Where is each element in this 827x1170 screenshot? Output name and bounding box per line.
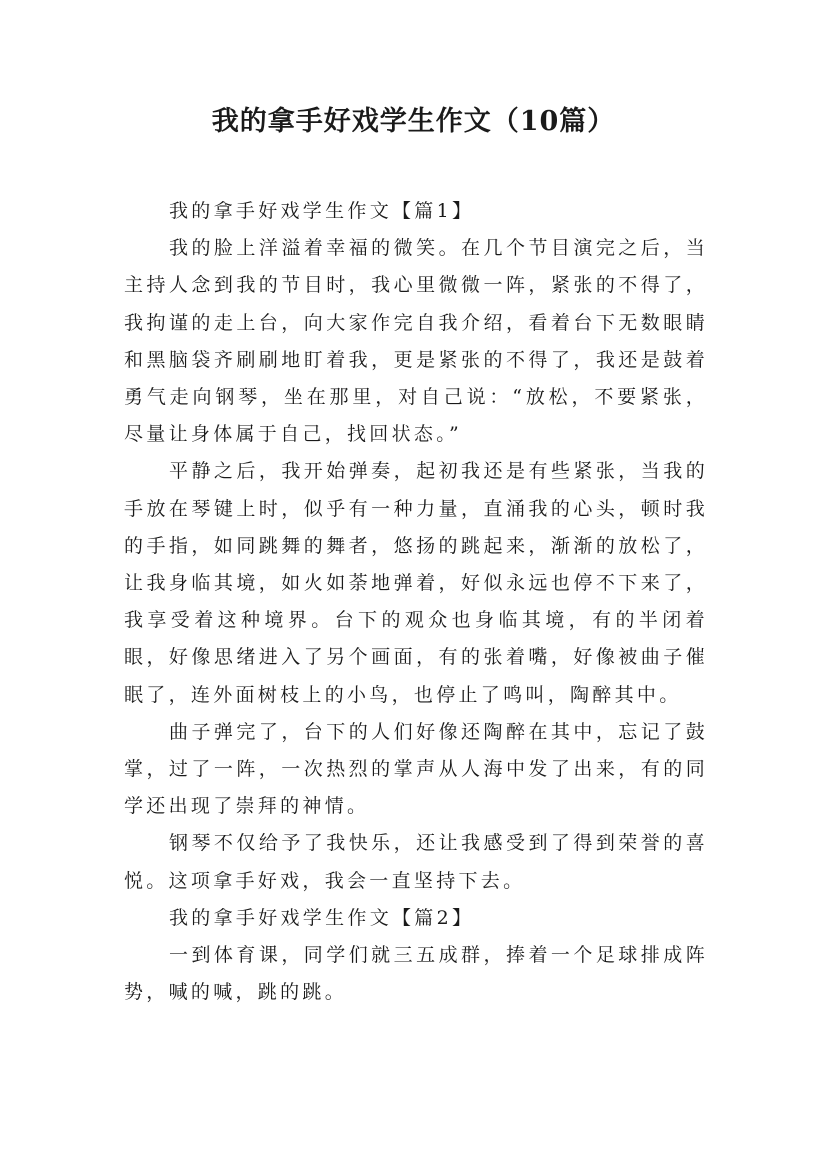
section-heading-2: 我的拿手好戏学生作文【篇2】 bbox=[169, 906, 475, 929]
section-heading-1: 我的拿手好戏学生作文【篇1】 bbox=[169, 200, 475, 222]
paragraph: 曲子弹完了，台下的人们好像还陶醉在其中，忘记了鼓掌，过了一阵，一次热烈的掌声从人海中发了出来，有的同学还出现了崇拜的神情。 bbox=[124, 720, 708, 818]
paragraph: 平静之后，我开始弹奏，起初我还是有些紧张，当我的手放在琴键上时，似乎有一种力量，直涌我的心头，顿时我的手指，如同跳舞的舞者，悠扬的跳起来，渐渐的放松了，让我身临其境，如火如荼地弹着，好似永远也停不下来了，我享受着这种境界。台下的观众也身临其境，有的半闭着眼，好像思绪进入了另个画面，有的张着嘴，好像被曲子催眠了，连外面树枝上的小鸟，也停止了鸣叫，陶醉其中。 bbox=[124, 460, 708, 706]
paragraph: 钢琴不仅给予了我快乐，还让我感受到了得到荣誉的喜悦。这项拿手好戏，我会一直坚持下去。 bbox=[124, 832, 708, 892]
paragraph: 我的脸上洋溢着幸福的微笑。在几个节目演完之后，当主持人念到我的节目时，我心里微微一阵，紧张的不得了，我拘谨的走上台，向大家作完自我介绍，看着台下无数眼睛和黑脑袋齐刷刷地盯着我，更是紧张的不得了，我还是鼓着勇气走向钢琴，坐在那里，对自己说：“放松，不要紧张，尽量让身体属于自己，找回状态。” bbox=[124, 237, 708, 446]
paragraph: 一到体育课，同学们就三五成群，捧着一个足球排成阵势，喊的喊，跳的跳。 bbox=[124, 944, 708, 1004]
document-body bbox=[124, 193, 708, 1011]
document-title: 我的拿手好戏学生作文（10篇） bbox=[211, 106, 616, 137]
